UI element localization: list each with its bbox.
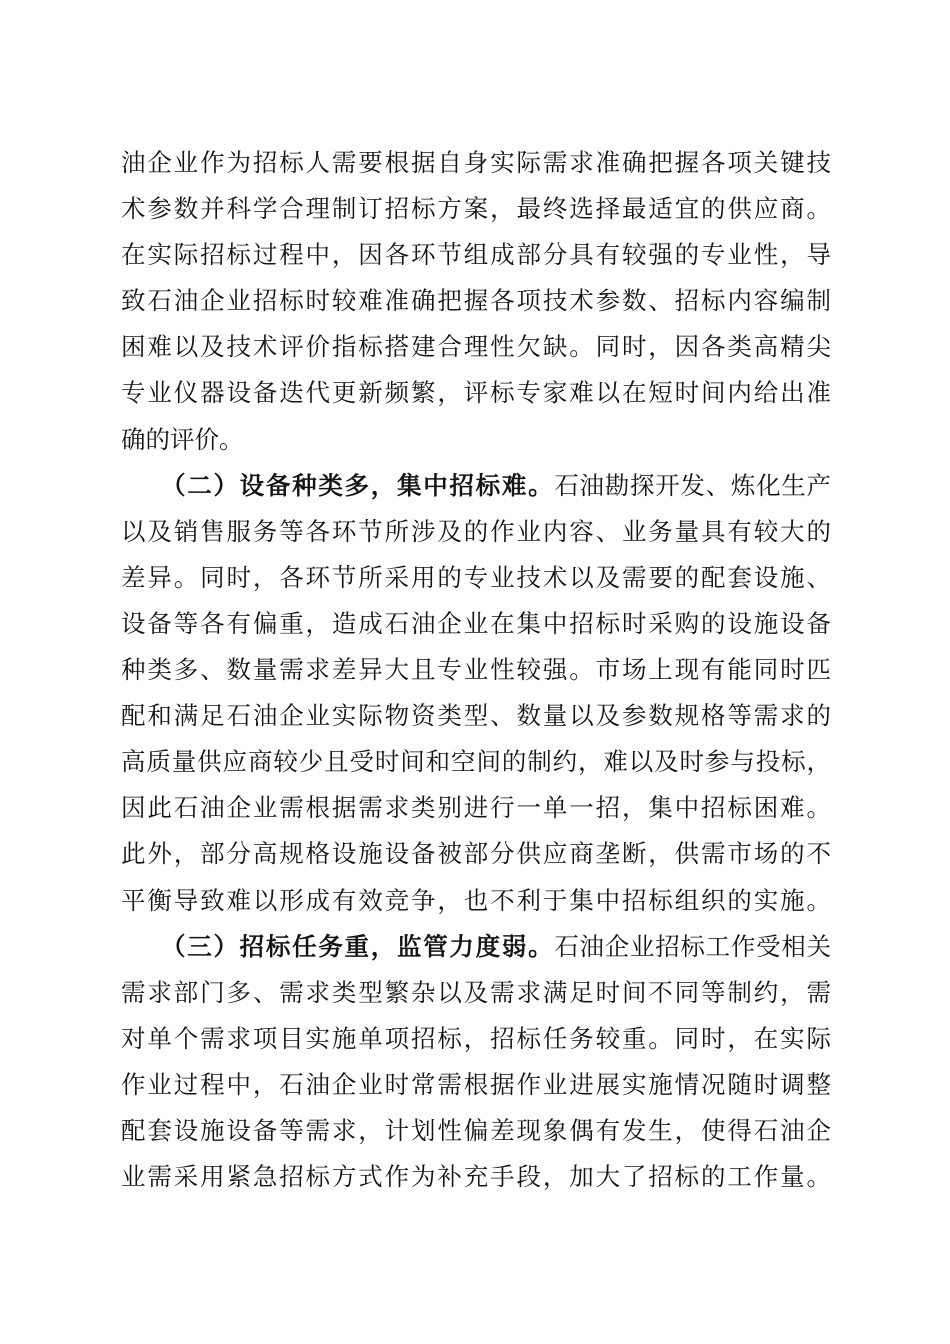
text-line: 差异。同时，各环节所采用的专业技术以及需要的配套设施、 <box>121 562 831 592</box>
section-3-heading: （三）招标任务重，监管力度弱。 <box>161 931 555 961</box>
section-3-paragraph <box>121 924 831 1201</box>
text-line: 高质量供应商较少且受时间和空间的制约，难以及时参与投标， <box>121 747 831 777</box>
text-line: 作业过程中，石油企业时常需根据作业进展实施情况随时调整 <box>121 1069 831 1099</box>
text-line: 需求部门多、需求类型繁杂以及需求满足时间不同等制约，需 <box>121 977 831 1007</box>
text-line: 种类多、数量需求差异大且专业性较强。市场上现有能同时匹 <box>121 655 831 685</box>
text-line: 配和满足石油企业实际物资类型、数量以及参数规格等需求的 <box>121 701 831 731</box>
text-line: 致石油企业招标时较难准确把握各项技术参数、招标内容编制 <box>121 286 831 316</box>
paragraph-1 <box>121 140 831 463</box>
text-line: 对单个需求项目实施单项招标，招标任务较重。同时，在实际 <box>121 1023 831 1053</box>
text-line: 在实际招标过程中，因各环节组成部分具有较强的专业性，导 <box>121 240 831 270</box>
text-line: 此外，部分高规格设施设备被部分供应商垄断，供需市场的不 <box>121 839 831 869</box>
section-2-paragraph <box>121 463 831 924</box>
text-line: 困难以及技术评价指标搭建合理性欠缺。同时，因各类高精尖 <box>121 332 831 362</box>
section-2-first-line <box>121 463 831 509</box>
section-2-first-line-text: 石油勘探开发、炼化生产 <box>554 470 832 500</box>
text-line: 确的评价。 <box>121 424 244 454</box>
text-line: 以及销售服务等各环节所涉及的作业内容、业务量具有较大的 <box>121 516 831 546</box>
text-line: 设备等各有偏重，造成石油企业在集中招标时采购的设施设备 <box>121 608 831 638</box>
text-line: 平衡导致难以形成有效竞争，也不利于集中招标组织的实施。 <box>121 885 831 915</box>
text-line: 因此石油企业需根据需求类别进行一单一招，集中招标困难。 <box>121 793 831 823</box>
section-3-first-line-text: 石油企业招标工作受相关 <box>554 931 832 961</box>
text-line: 配套设施设备等需求，计划性偏差现象偶有发生，使得石油企 <box>121 1115 831 1145</box>
text-line: 专业仪器设备迭代更新频繁，评标专家难以在短时间内给出准 <box>121 378 831 408</box>
document-body <box>121 140 831 1200</box>
text-line: 业需采用紧急招标方式作为补充手段，加大了招标的工作量。 <box>121 1162 831 1192</box>
section-3-first-line <box>121 924 831 970</box>
text-line: 油企业作为招标人需要根据自身实际需求准确把握各项关键技 <box>121 148 831 177</box>
text-line: 术参数并科学合理制订招标方案，最终选择最适宜的供应商。 <box>121 194 831 224</box>
section-2-heading: （二）设备种类多，集中招标难。 <box>161 470 555 500</box>
